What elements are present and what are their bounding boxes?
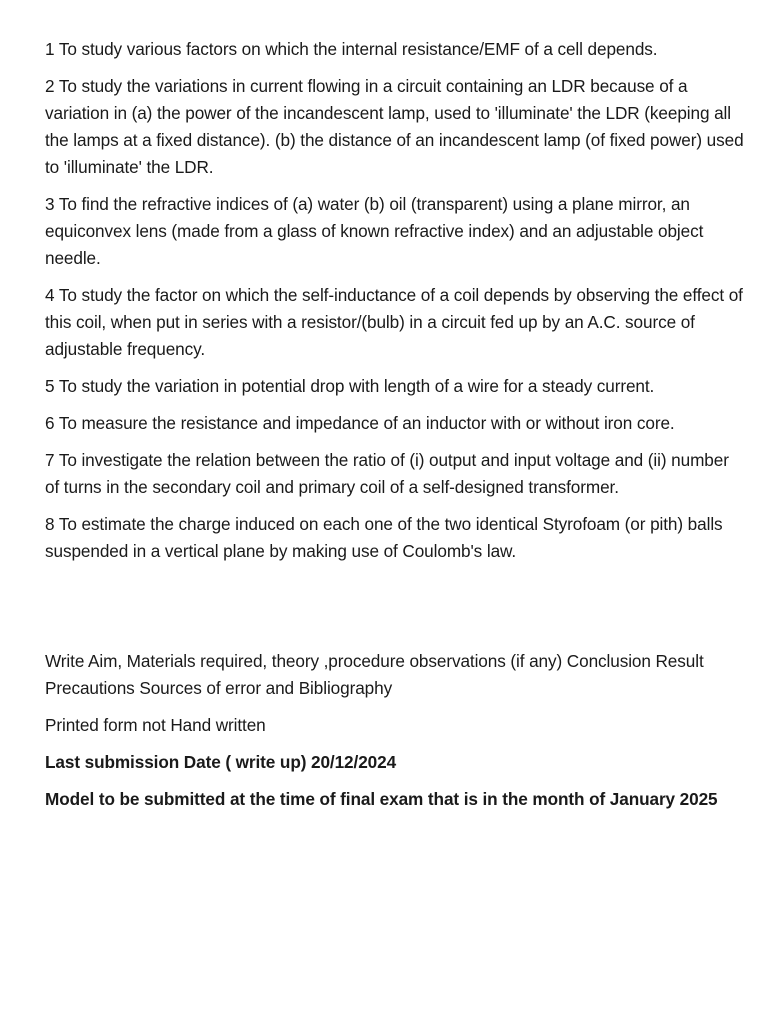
model-submission-note: Model to be submitted at the time of final exam that is in the month of January 2025 xyxy=(45,789,718,809)
experiment-2: 2 To study the variations in current flowing in a circuit containing an LDR because of a variation in (a) the power of the incandescent lamp, used to 'illuminate' the LDR (keeping all the lamps at a fixed distance). (b) the distance of an incandescent lamp (of fixed power) used to 'illuminate' the LDR. xyxy=(45,76,744,177)
experiment-4: 4 To study the factor on which the self-inductance of a coil depends by observing the effect of this coil, when put in series with a resistor/(bulb) in a circuit fed up by an A.C. source of adjustable frequency. xyxy=(45,285,743,359)
format-instruction: Printed form not Hand written xyxy=(45,715,266,735)
document-page xyxy=(45,36,745,823)
experiment-7: 7 To investigate the relation between the ratio of (i) output and input voltage and (ii) number of turns in the secondary coil and primary coil of a self-designed transformer. xyxy=(45,450,729,497)
experiment-6: 6 To measure the resistance and impedance of an inductor with or without iron core. xyxy=(45,413,675,433)
last-submission-date: Last submission Date ( write up) 20/12/2024 xyxy=(45,752,397,772)
experiment-3: 3 To find the refractive indices of (a) water (b) oil (transparent) using a plane mirror, an equiconvex lens (made from a glass of known refractive index) and an adjustable object needle. xyxy=(45,194,704,268)
experiment-5: 5 To study the variation in potential drop with length of a wire for a steady current. xyxy=(45,376,655,396)
section-spacer xyxy=(45,575,745,648)
write-up-instructions: Write Aim, Materials required, theory ,procedure observations (if any) Conclusion Result Precautions Sources of error and Bibliography xyxy=(45,651,704,698)
experiment-1: 1 To study various factors on which the internal resistance/EMF of a cell depends. xyxy=(45,39,658,59)
experiment-8: 8 To estimate the charge induced on each one of the two identical Styrofoam (or pith) balls suspended in a vertical plane by making use of Coulomb's law. xyxy=(45,514,723,561)
